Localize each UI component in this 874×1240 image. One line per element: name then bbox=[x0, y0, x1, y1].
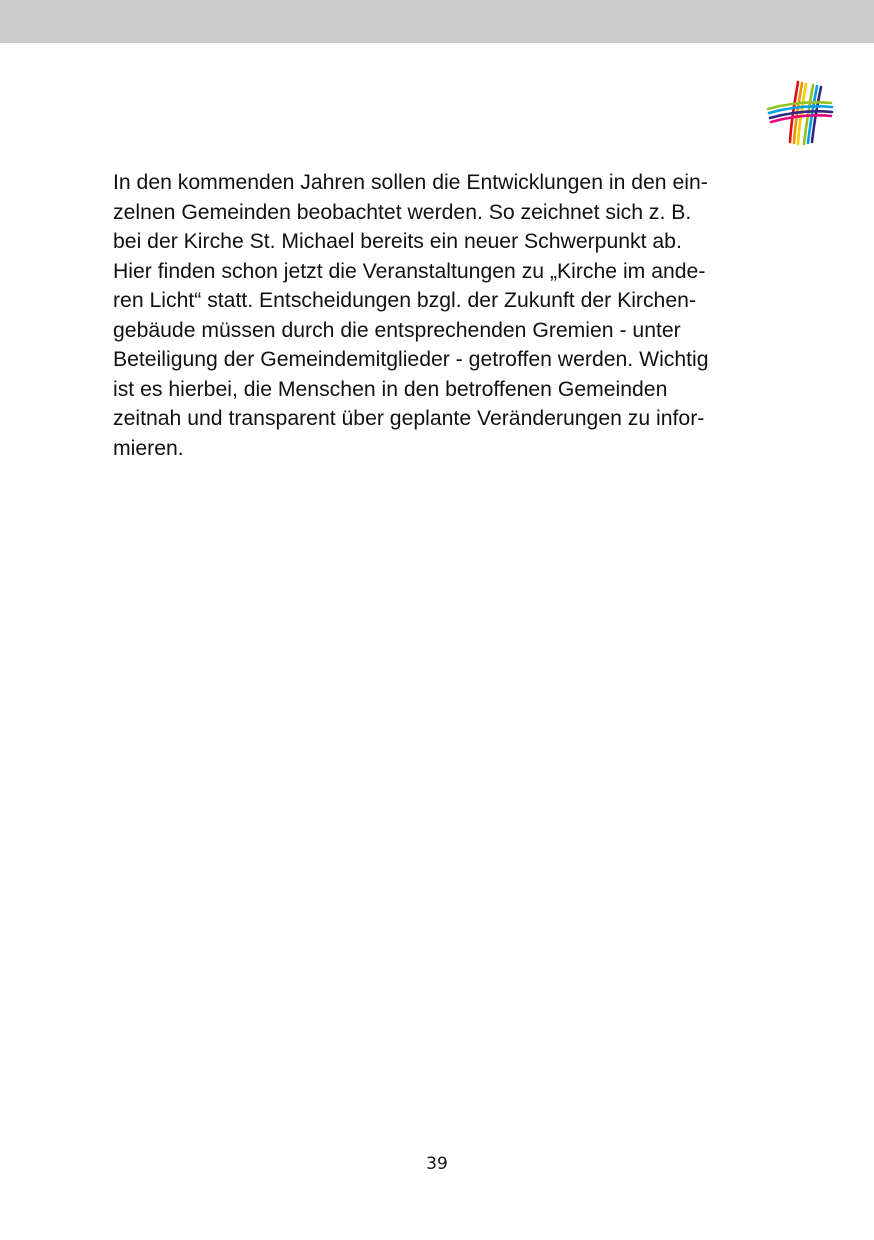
body-line: Beteiligung der Gemeindemitglieder - getroffen werden. Wichtig bbox=[113, 348, 709, 371]
woven-hash-logo-icon bbox=[764, 76, 834, 148]
body-line: ist es hierbei, die Menschen in den betroffenen Gemeinden bbox=[113, 377, 668, 401]
body-paragraph bbox=[113, 168, 773, 463]
body-line: bei der Kirche St. Michael bereits ein neuer Schwerpunkt ab. bbox=[113, 230, 682, 253]
body-line: mieren. bbox=[113, 436, 184, 460]
body-line: gebäude müssen durch die entsprechenden Gremien - unter bbox=[113, 318, 681, 342]
body-line: zeitnah und transparent über geplante Veränderungen zu infor- bbox=[113, 407, 705, 430]
body-line: ren Licht“ statt. Entscheidungen bzgl. der Zukunft der Kirchen- bbox=[113, 289, 696, 312]
body-line: zelnen Gemeinden beobachtet werden. So zeichnet sich z. B. bbox=[113, 200, 692, 224]
body-line: In den kommenden Jahren sollen die Entwicklungen in den ein- bbox=[113, 171, 708, 194]
body-line: Hier finden schon jetzt die Veranstaltungen zu „Kirche im ande- bbox=[113, 259, 706, 283]
page-number: 39 bbox=[426, 1154, 448, 1174]
top-bar bbox=[0, 0, 874, 43]
